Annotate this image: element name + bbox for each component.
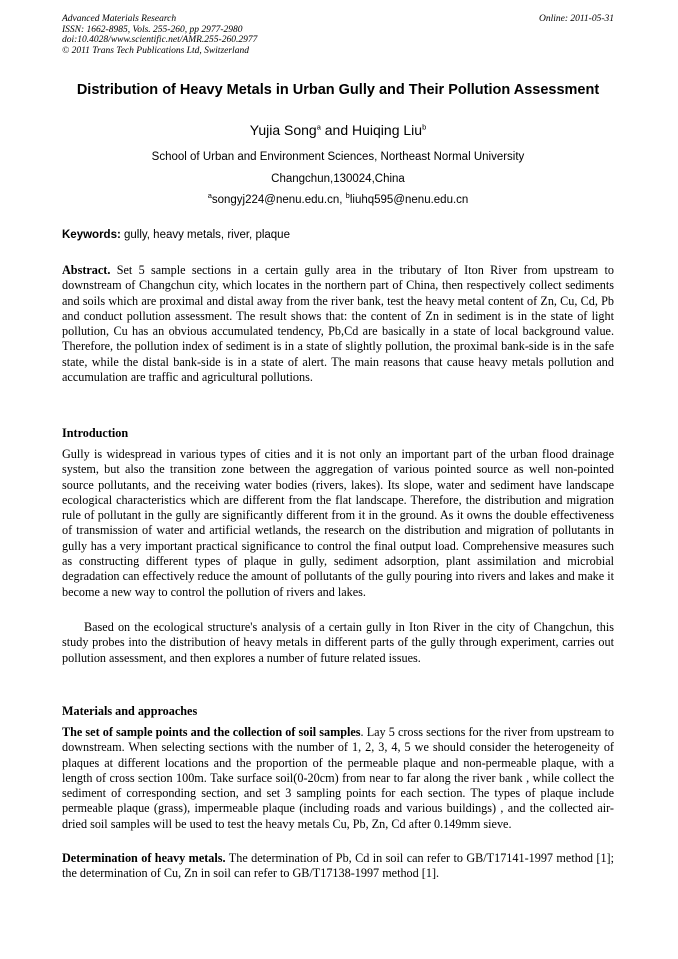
copyright-line: © 2011 Trans Tech Publications Ltd, Switzerland xyxy=(62,45,249,56)
section-heading-introduction: Introduction xyxy=(62,426,129,440)
issn-line: ISSN: 1662-8985, Vols. 255-260, pp 2977-2980 xyxy=(62,24,243,35)
paragraph-text: The determination of Pb, Cd in soil can refer to GB/T17141-1997 method [1]; the determination of Cu, Zn in soil can refer to GB/T17138-1997 method [1]. xyxy=(62,851,614,881)
abstract-label: Abstract. xyxy=(62,263,111,277)
keywords-label: Keywords: xyxy=(62,229,121,241)
materials-paragraph-2 xyxy=(62,851,614,882)
subsection-label: The set of sample points and the collection of soil samples xyxy=(62,725,361,739)
abstract-text: Set 5 sample sections in a certain gully area in the tributary of Iton River from upstream to downstream of Changchun city, which locates in the northern part of China, then respectively collect sediments and soils which are proximal and distal away from the river bank, test the heavy metal content of Zn, Cu, Cd, Pb and conduct pollution assessment. The result shows that: the content of Zn in sediment is in the state of light pollution, Cu has an obvious accumulated tendency, Pb,Cd are basically in a state of local background value. Therefore, the pollution index of sediment is in a state of slightly pollution, the proximal bank-side is in the safe state, while the distal bank-side is in a state of alert. The main reasons that cause heavy metals pollution and accumulation are traffic and agricultural pollutions. xyxy=(62,263,614,385)
keywords-text: gully, heavy metals, river, plaque xyxy=(120,229,290,241)
author-name: Huiqing Liu xyxy=(352,122,423,138)
materials-paragraph-1 xyxy=(62,725,614,832)
journal-name: Advanced Materials Research xyxy=(62,14,177,24)
author-superscript: a xyxy=(316,122,321,132)
email-superscript: a xyxy=(207,191,212,201)
keywords xyxy=(62,228,614,242)
journal-header xyxy=(62,14,614,56)
doi-line: doi:10.4028/www.scientific.net/AMR.255-260.2977 xyxy=(62,35,258,46)
author-superscript: b xyxy=(422,122,427,132)
author-name: Yujia Song xyxy=(249,122,317,138)
email-a: songyj224@nenu.edu.cn, xyxy=(211,194,346,206)
email-superscript: b xyxy=(345,191,350,201)
intro-paragraph-1: Gully is widespread in various types of cities and it is not only an important part of the urban flood drainage system, but also the transition zone between the aggregation of various pointed source as well non-pointed source pollutants, and the receiving water bodies (rivers, lakes). Its slope, water and sediment have landscape ecological characteristics which are different from the flat landscape. Therefore, the distribution and migration rule of pollutant in the gully are significantly different from it in the ground. As it owns the double effectiveness of transmission of water and artificial wetlands, the research on the distribution and migration of pollutants in gully has a very important practical significance to control the final output load. Comprehensive measures such as constructing different types of plaque in gully, sediment adsorption, plant assimilation and microbial degradation can effectively reduce the amount of pollutants of the gully pouring into rivers and lakes and make it become a new way to control the pollution of rivers and lakes. xyxy=(62,447,614,599)
intro-paragraph-2: Based on the ecological structure's analysis of a certain gully in Iton River in the city of Changchun, this study probes into the distribution of heavy metals in different parts of the gully through experiment, carries out pollution assessment, and then explores a number of future related issues. xyxy=(62,620,614,665)
section-heading-materials: Materials and approaches xyxy=(62,704,198,718)
email-b: liuhq595@nenu.edu.cn xyxy=(349,194,469,206)
paragraph-text: . Lay 5 cross sections for the river from upstream to downstream. When selecting sections with the number of 1, 2, 3, 4, 5 we should consider the heterogeneity of plaques at different locations and the proportion of the permeable plaque and non-permeable plaque, with a length of cross section 100m. Take surface soil(0-20cm) from near to far along the river bank , while collect the sediment of corresponding section, and set 3 sampling points for each section. The types of plaque include permeable plaque (grass), impermeable plaque (including roads and various buildings) , and the collected air-dried soil samples will be used to test the heavy metals Cu, Pb, Zn, Cd after 0.149mm sieve. xyxy=(62,725,614,831)
author-line xyxy=(62,121,614,139)
online-date: Online: 2011-05-31 xyxy=(538,14,614,24)
email-line xyxy=(62,193,614,207)
paper-title: Distribution of Heavy Metals in Urban Gully and Their Pollution Assessment xyxy=(76,82,600,98)
affiliation-line: School of Urban and Environment Sciences, Northeast Normal University xyxy=(151,151,525,163)
affiliation-city: Changchun,130024,China xyxy=(271,173,405,185)
subsection-label: Determination of heavy metals. xyxy=(62,851,226,865)
author-conjunction: and xyxy=(320,122,353,138)
abstract-paragraph xyxy=(62,263,614,385)
